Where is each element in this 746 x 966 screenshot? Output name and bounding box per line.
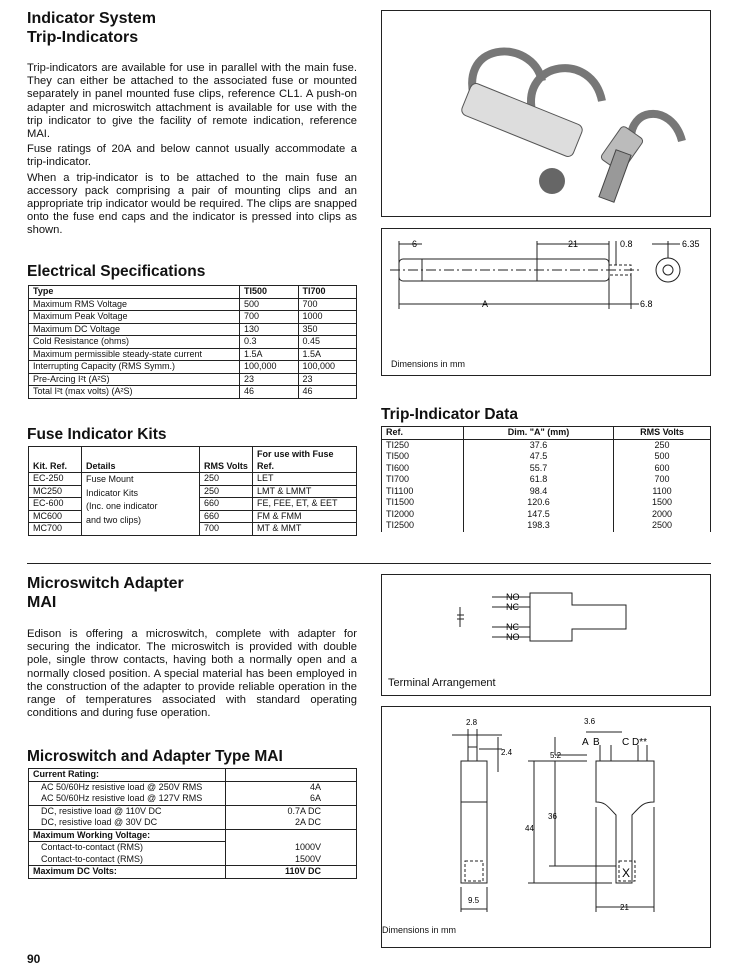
table-cell: 700 — [298, 298, 357, 311]
table-cell: 700 — [240, 311, 299, 324]
micro-para: Edison is offering a microswitch, complete with adapter for securing the indicator. The microswitch is provided with double pole, single throw contacts, having both a normally open and a normally closed position. A special material has been employed in the construction of the adapter to provide reliable operation in the range of temperatures associated with standard operating conditions and during fuse operation. — [27, 628, 357, 720]
col-header: Details — [82, 447, 200, 473]
table-cell: FE, FEE, ET, & EET — [253, 498, 357, 511]
trip-data-title: Trip-Indicator Data — [381, 406, 518, 423]
dim-label: A — [582, 737, 589, 748]
dim-label: D** — [632, 737, 648, 748]
dim-label: 5.2 — [550, 751, 562, 760]
table-row — [29, 348, 357, 361]
table-cell: 147.5 — [464, 509, 614, 521]
table-row — [382, 520, 711, 532]
intro-title: Indicator System — [27, 10, 156, 27]
dim-label: 9.5 — [468, 896, 480, 905]
table-cell: 2500 — [614, 520, 711, 532]
table-row — [382, 474, 711, 486]
dim-label-21: 21 — [568, 239, 579, 249]
table-cell — [226, 829, 357, 842]
elec-spec-table — [28, 285, 357, 399]
table-row — [29, 386, 357, 399]
table-cell: FM & FMM — [253, 510, 357, 523]
table-cell: 46 — [298, 386, 357, 399]
table-cell: 98.4 — [464, 486, 614, 498]
col-header: RMS Volts — [200, 447, 253, 473]
table-cell: 250 — [614, 439, 711, 451]
table-cell: 120.6 — [464, 497, 614, 509]
table-cell: MC600 — [29, 510, 82, 523]
table-cell: 0.3 — [240, 336, 299, 349]
table-cell: 1.5A — [298, 348, 357, 361]
table-row — [382, 509, 711, 521]
intro-subtitle: Trip-Indicators — [27, 29, 139, 46]
dim1-caption: Dimensions in mm — [391, 359, 466, 369]
micro-section — [27, 574, 357, 720]
table-cell: Interrupting Capacity (RMS Symm.) — [29, 361, 240, 374]
table-row — [382, 486, 711, 498]
dim-label: 44 — [525, 824, 534, 833]
table-cell: Maximum Peak Voltage — [29, 311, 240, 324]
terminal-caption: Terminal Arrangement — [388, 677, 496, 689]
trip-indicator-dimension-drawing — [381, 228, 711, 376]
intro-para-2: Fuse ratings of 20A and below cannot usually accommodate a trip-indicator. — [27, 143, 357, 169]
dim-label: X — [622, 866, 631, 880]
table-cell: AC 50/60Hz resistive load @ 127V RMS — [29, 793, 226, 805]
table-cell: Cold Resistance (ohms) — [29, 336, 240, 349]
dim-label-6: 6 — [412, 239, 418, 249]
table-cell: AC 50/60Hz resistive load @ 250V RMS — [29, 781, 226, 793]
table-cell: 1500 — [614, 497, 711, 509]
table-cell: EC-600 — [29, 498, 82, 511]
trip-indicator-photo — [381, 10, 711, 217]
section-divider — [27, 563, 711, 564]
table-cell: TI1100 — [382, 486, 464, 498]
table-cell: TI700 — [382, 474, 464, 486]
col-header: TI700 — [298, 286, 357, 299]
terminal-label: NO — [506, 592, 520, 602]
intro-section — [27, 9, 357, 238]
dim-label-6-35: 6.35 — [682, 239, 700, 249]
table-cell: 55.7 — [464, 463, 614, 475]
table-cell: 1000 — [298, 311, 357, 324]
kit-details-line: Fuse Mount — [86, 474, 134, 484]
col-header: Type — [29, 286, 240, 299]
table-cell: 110V DC — [226, 866, 357, 879]
table-cell: EC-250 — [29, 473, 82, 486]
table-cell: Total I²t (max volts) (A²S) — [29, 386, 240, 399]
table-cell: Contact-to-contact (RMS) — [29, 842, 226, 854]
kit-details — [82, 473, 200, 536]
table-cell: 198.3 — [464, 520, 614, 532]
table-cell: 1100 — [614, 486, 711, 498]
table-cell: 700 — [200, 523, 253, 536]
table-cell: TI1500 — [382, 497, 464, 509]
elec-spec-title: Electrical Specifications — [27, 263, 206, 280]
table-cell: 23 — [298, 373, 357, 386]
table-cell: 2000 — [614, 509, 711, 521]
trip-data-table — [381, 426, 711, 532]
table-cell: 130 — [240, 323, 299, 336]
dim-label: B — [593, 737, 600, 748]
col-header: TI500 — [240, 286, 299, 299]
table-cell: 250 — [200, 485, 253, 498]
terminal-label: NO — [506, 632, 520, 642]
table-cell: 600 — [614, 463, 711, 475]
intro-para-1: Trip-indicators are available for use in parallel with the main fuse. They can either be attached to the associated fuse or mounted separately in panel mounted fuse clips, reference CL1. A push-on adapter and microswitch attachment is available for use with the trip indicator to give the facility of remote indication, reference MAI. — [27, 62, 357, 141]
table-cell: 700 — [614, 474, 711, 486]
table-cell: Pre-Arcing I²t (A²S) — [29, 373, 240, 386]
col-header: RMS Volts — [614, 427, 711, 440]
table-cell: 660 — [200, 498, 253, 511]
table-cell: 47.5 — [464, 451, 614, 463]
terminal-label: NC — [506, 622, 519, 632]
table-cell: 0.45 — [298, 336, 357, 349]
dim-label-6-8: 6.8 — [640, 299, 653, 309]
micro-title: Microswitch Adapter — [27, 575, 184, 592]
page-number: 90 — [27, 952, 41, 966]
table-cell: LET — [253, 473, 357, 486]
table-row — [29, 298, 357, 311]
table-row — [382, 497, 711, 509]
col-header: For use with Fuse Ref. — [253, 447, 357, 473]
dim-label: C — [622, 737, 630, 748]
kit-details-line: and two clips) — [86, 514, 142, 525]
mai-title: Microswitch and Adapter Type MAI — [27, 748, 283, 765]
table-cell: 2A DC — [226, 817, 357, 829]
table-cell: 6A — [226, 793, 357, 805]
table-row — [382, 463, 711, 475]
table-cell: 1000V — [226, 842, 357, 854]
dim-label-a: A — [482, 299, 489, 309]
kit-details-line: Indicator Kits — [86, 487, 139, 498]
table-cell: TI500 — [382, 451, 464, 463]
table-row — [382, 439, 711, 451]
table-cell: TI250 — [382, 439, 464, 451]
current-rating-label: Current Rating: — [29, 769, 226, 782]
table-cell: 660 — [200, 510, 253, 523]
table-cell: Maximum RMS Voltage — [29, 298, 240, 311]
table-cell: 500 — [614, 451, 711, 463]
dim2-caption: Dimensions in mm — [382, 925, 457, 935]
table-cell: 61.8 — [464, 474, 614, 486]
table-cell: 100,000 — [298, 361, 357, 374]
table-cell: 1500V — [226, 854, 357, 866]
table-cell: LMT & LMMT — [253, 485, 357, 498]
table-cell: Maximum permissible steady-state current — [29, 348, 240, 361]
adapter-dimension-drawing — [381, 706, 711, 948]
table-cell: TI600 — [382, 463, 464, 475]
intro-para-3: When a trip-indicator is to be attached to the main fuse an accessory pack comprising a pair of mounting clips and an appropriate trip indicator would be required. The clips are snapped onto the fuse end caps and the indicator is pressed into clips as shown. — [27, 171, 357, 237]
mai-table — [28, 768, 357, 879]
table-cell: TI2000 — [382, 509, 464, 521]
table-cell: Maximum DC Volts: — [29, 866, 226, 879]
table-cell: MT & MMT — [253, 523, 357, 536]
table-row — [29, 311, 357, 324]
table-row — [29, 323, 357, 336]
micro-subtitle: MAI — [27, 594, 57, 611]
table-cell: DC, resistive load @ 110V DC — [29, 805, 226, 817]
table-cell: Contact-to-contact (RMS) — [29, 854, 226, 866]
col-header: Ref. — [382, 427, 464, 440]
table-cell: TI2500 — [382, 520, 464, 532]
dim-label: 36 — [548, 812, 557, 821]
dim-label-0-8: 0.8 — [620, 239, 633, 249]
kits-title: Fuse Indicator Kits — [27, 426, 167, 443]
dim-label: 2.4 — [501, 748, 513, 757]
dim-label: 3.6 — [584, 717, 596, 726]
table-cell: 250 — [200, 473, 253, 486]
table-cell: 1.5A — [240, 348, 299, 361]
table-cell: MC700 — [29, 523, 82, 536]
table-cell: DC, resistive load @ 30V DC — [29, 817, 226, 829]
table-cell: Maximum DC Voltage — [29, 323, 240, 336]
table-cell: 100,000 — [240, 361, 299, 374]
terminal-label: NC — [506, 602, 519, 612]
table-cell: 46 — [240, 386, 299, 399]
table-cell: 37.6 — [464, 439, 614, 451]
kits-table — [28, 446, 357, 536]
col-header: Kit. Ref. — [29, 447, 82, 473]
table-row — [29, 336, 357, 349]
kit-details-line: (Inc. one indicator — [86, 501, 158, 511]
table-cell: MC250 — [29, 485, 82, 498]
dim-label: 21 — [620, 903, 629, 912]
table-row — [382, 451, 711, 463]
table-cell: 500 — [240, 298, 299, 311]
table-cell: 4A — [226, 781, 357, 793]
table-cell: Maximum Working Voltage: — [29, 829, 226, 842]
table-cell — [226, 769, 357, 782]
table-cell: 0.7A DC — [226, 805, 357, 817]
table-cell: 350 — [298, 323, 357, 336]
table-row — [29, 473, 357, 486]
terminal-arrangement-drawing — [381, 574, 711, 696]
table-row — [29, 361, 357, 374]
dim-label: 2.8 — [466, 718, 478, 727]
col-header: Dim. "A" (mm) — [464, 427, 614, 440]
table-cell: 23 — [240, 373, 299, 386]
table-row — [29, 373, 357, 386]
